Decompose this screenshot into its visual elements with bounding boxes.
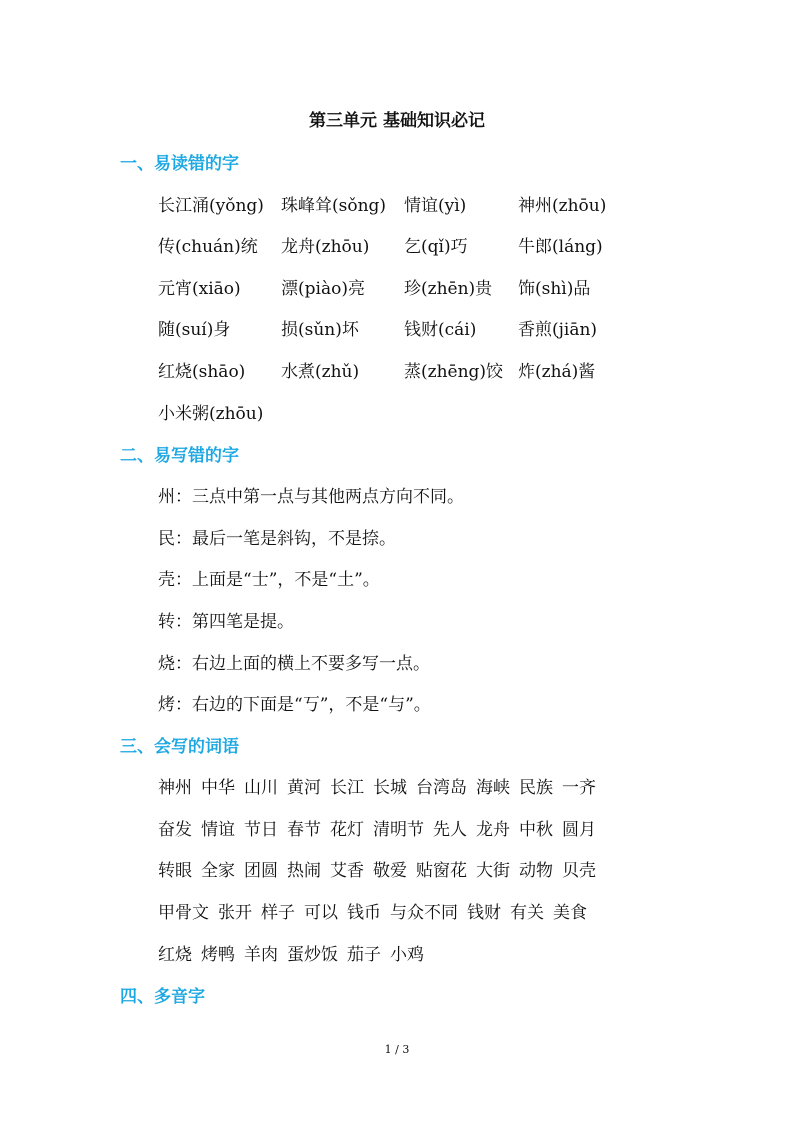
word: 黄河 bbox=[287, 778, 321, 798]
pinyin-item: 珍(zhēn)贵 bbox=[404, 279, 493, 299]
pinyin-item: 长江涌(yǒng) bbox=[158, 196, 264, 216]
section-heading-words: 三、会写的词语 bbox=[120, 737, 239, 757]
word: 一齐 bbox=[562, 778, 596, 798]
word: 中华 bbox=[201, 778, 235, 798]
word: 台湾岛 bbox=[416, 778, 467, 798]
word: 神州 bbox=[158, 778, 192, 798]
word: 情谊 bbox=[201, 820, 235, 840]
word: 小鸡 bbox=[390, 945, 424, 965]
word: 节日 bbox=[244, 820, 278, 840]
word: 有关 bbox=[510, 903, 544, 923]
word: 全家 bbox=[201, 861, 235, 881]
word: 长城 bbox=[373, 778, 407, 798]
pinyin-item: 珠峰耸(sǒng) bbox=[281, 196, 387, 216]
stroke-note: 壳：上面是“士”，不是“土”。 bbox=[158, 570, 380, 590]
word: 奋发 bbox=[158, 820, 192, 840]
word: 烤鸭 bbox=[201, 945, 235, 965]
page-title: 第三单元 基础知识必记 bbox=[309, 111, 485, 131]
pinyin-item: 蒸(zhēng)饺 bbox=[404, 362, 504, 382]
word: 龙舟 bbox=[476, 820, 510, 840]
word: 敬爱 bbox=[373, 861, 407, 881]
section-heading-miswritten: 二、易写错的字 bbox=[120, 446, 239, 466]
word: 张开 bbox=[218, 903, 252, 923]
word: 春节 bbox=[287, 820, 321, 840]
word: 茄子 bbox=[347, 945, 381, 965]
pinyin-item: 饰(shì)品 bbox=[518, 279, 591, 299]
pinyin-item: 红烧(shāo) bbox=[158, 362, 246, 382]
word-row bbox=[158, 940, 433, 965]
pinyin-item: 小米粥(zhōu) bbox=[158, 404, 264, 424]
pinyin-item: 龙舟(zhōu) bbox=[281, 237, 370, 257]
word: 圆月 bbox=[562, 820, 596, 840]
word: 海峡 bbox=[476, 778, 510, 798]
pinyin-item: 损(sǔn)坏 bbox=[281, 320, 359, 340]
word: 与众不同 bbox=[390, 903, 458, 923]
pinyin-item: 情谊(yì) bbox=[404, 196, 467, 216]
word: 艾香 bbox=[330, 861, 364, 881]
stroke-note: 烧：右边上面的横上不要多写一点。 bbox=[158, 654, 430, 674]
pinyin-item: 牛郎(láng) bbox=[518, 237, 603, 257]
word: 清明节 bbox=[373, 820, 424, 840]
stroke-note: 州：三点中第一点与其他两点方向不同。 bbox=[158, 487, 464, 507]
word: 美食 bbox=[553, 903, 587, 923]
section-heading-misread: 一、易读错的字 bbox=[120, 154, 239, 174]
word-row bbox=[158, 898, 596, 923]
pinyin-item: 神州(zhōu) bbox=[518, 196, 607, 216]
pinyin-item: 漂(piào)亮 bbox=[281, 279, 365, 299]
word: 山川 bbox=[244, 778, 278, 798]
word: 中秋 bbox=[519, 820, 553, 840]
word: 转眼 bbox=[158, 861, 192, 881]
word-row bbox=[158, 773, 605, 798]
pinyin-item: 炸(zhá)酱 bbox=[518, 362, 596, 382]
stroke-note: 民：最后一笔是斜钩，不是捺。 bbox=[158, 529, 396, 549]
page-number: 1 / 3 bbox=[384, 1043, 410, 1056]
stroke-note: 转：第四笔是提。 bbox=[158, 612, 294, 632]
word: 钱币 bbox=[347, 903, 381, 923]
word-row bbox=[158, 815, 605, 840]
word: 羊肉 bbox=[244, 945, 278, 965]
word: 大街 bbox=[476, 861, 510, 881]
word: 蛋炒饭 bbox=[287, 945, 338, 965]
pinyin-item: 传(chuán)统 bbox=[158, 237, 258, 257]
word: 长江 bbox=[330, 778, 364, 798]
word: 热闹 bbox=[287, 861, 321, 881]
section-heading-polyphones: 四、多音字 bbox=[120, 987, 205, 1007]
word: 团圆 bbox=[244, 861, 278, 881]
pinyin-item: 元宵(xiāo) bbox=[158, 279, 241, 299]
word: 花灯 bbox=[330, 820, 364, 840]
pinyin-item: 随(suí)身 bbox=[158, 320, 231, 340]
word: 可以 bbox=[304, 903, 338, 923]
word: 钱财 bbox=[467, 903, 501, 923]
word: 红烧 bbox=[158, 945, 192, 965]
word-row bbox=[158, 856, 605, 881]
pinyin-item: 钱财(cái) bbox=[404, 320, 477, 340]
word: 动物 bbox=[519, 861, 553, 881]
pinyin-item: 水煮(zhǔ) bbox=[281, 362, 360, 382]
pinyin-item: 香煎(jiān) bbox=[518, 320, 598, 340]
word: 贴窗花 bbox=[416, 861, 467, 881]
stroke-note: 烤：右边的下面是“丂”，不是“与”。 bbox=[158, 695, 431, 715]
word: 贝壳 bbox=[562, 861, 596, 881]
word: 民族 bbox=[519, 778, 553, 798]
word: 甲骨文 bbox=[158, 903, 209, 923]
word: 先人 bbox=[433, 820, 467, 840]
pinyin-item: 乞(qǐ)巧 bbox=[404, 237, 468, 257]
word: 样子 bbox=[261, 903, 295, 923]
